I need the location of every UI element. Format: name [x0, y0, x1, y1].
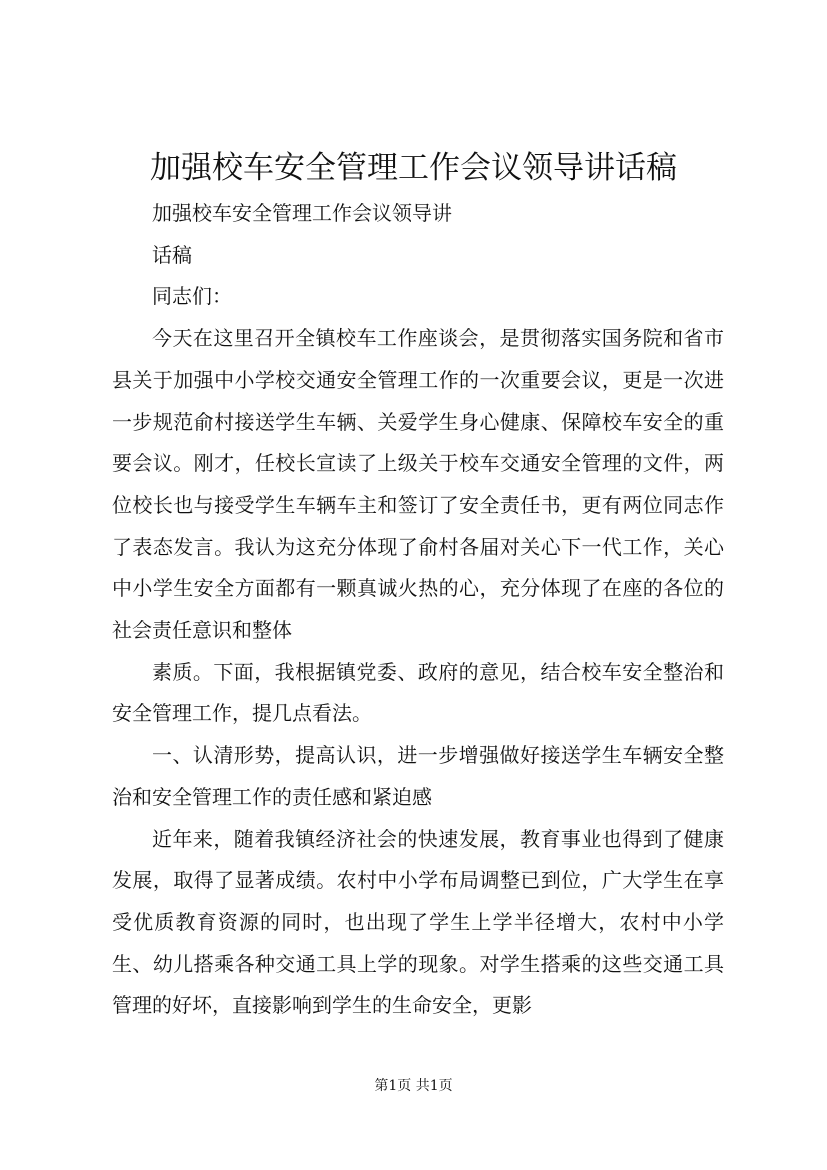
paragraph-background: 近年来，随着我镇经济社会的快速发展，教育事业也得到了健康发展，取得了显著成绩。农村中小学布局调整已到位，广大学生在享受优质教育资源的同时，也出现了学生上学半径增大，农村中小学生、幼儿搭乘各种交通工具上学的现象。对学生搭乘的这些交通工具管理的好坏，直接影响到学生的生命安全，更影 [112, 826, 724, 1018]
paragraph-opening: 今天在这里召开全镇校车工作座谈会，是贯彻落实国务院和省市县关于加强中小学校交通安全管理工作的一次重要会议，更是一次进一步规范俞村接送学生车辆、关爱学生身心健康、保障校车安全的重要会议。刚才，任校长宣读了上级关于校车交通安全管理的文件，两位校长也与接受学生车辆车主和签订了安全责任书，更有两位同志作了表态发言。我认为这充分体现了俞村各届对关心下一代工作，关心中小学生安全方面都有一颗真诚火热的心，充分体现了在座的各位的社会责任意识和整体 [112, 326, 724, 643]
document-body [112, 193, 724, 1027]
document-title: 加强校车安全管理工作会议领导讲话稿 [150, 150, 677, 186]
paragraph-salutation: 同志们： [152, 284, 232, 309]
paragraph-subtitle-line-2: 话稿 [152, 242, 192, 267]
page-number-footer: 第1页 共1页 [374, 1078, 453, 1094]
section-heading-1: 一、认清形势，提高认识，进一步增强做好接送学生车辆安全整治和安全管理工作的责任感和紧迫感 [112, 743, 724, 809]
paragraph-transition: 素质。下面，我根据镇党委、政府的意见，结合校车安全整治和安全管理工作，提几点看法。 [112, 659, 724, 726]
paragraph-subtitle-line-1: 加强校车安全管理工作会议领导讲 [152, 201, 452, 225]
